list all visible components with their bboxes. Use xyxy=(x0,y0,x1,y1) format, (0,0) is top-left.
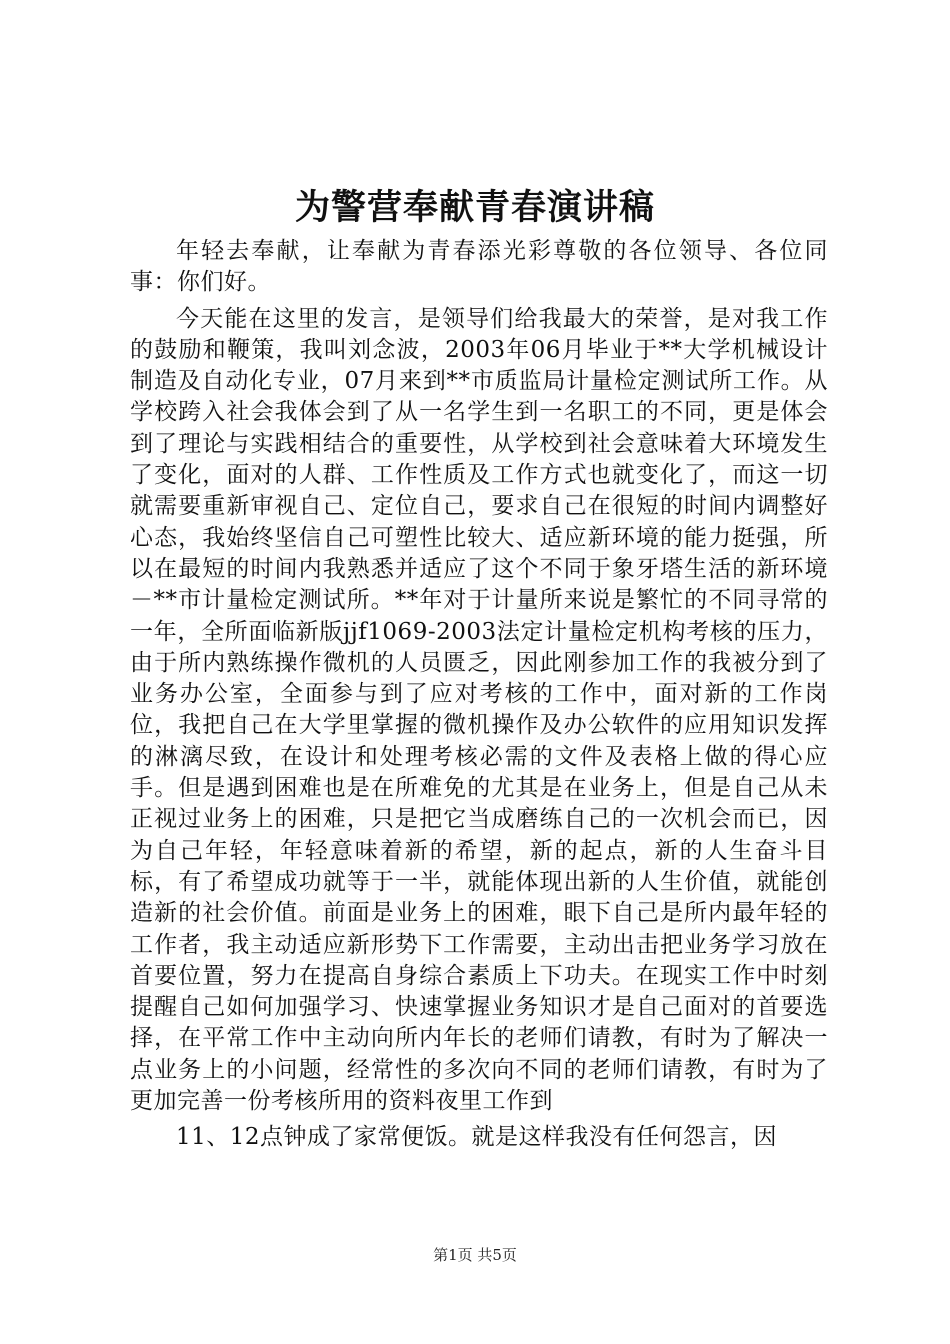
paragraph-continued: 11、12点钟成了家常便饭。就是这样我没有任何怨言，因 xyxy=(176,1124,778,1151)
document-title: 为警营奉献青春演讲稿 xyxy=(294,187,655,228)
document-body xyxy=(130,236,828,1154)
paragraph-main: 今天能在这里的发言，是领导们给我最大的荣誉，是对我工作的鼓励和鞭策，我叫刘念波，2003年06月毕业于**大学机械设计制造及自动化专业，07月来到**市质监局计量检定测试所工作。从学校跨入社会我体会到了从一名学生到一名职工的不同，更是体会到了理论与实践相结合的重要性，从学校到社会意味着大环境发生了变化，面对的人群、工作性质及工作方式也就变化了，而这一切就需要重新审视自己、定位自己，要求自己在很短的时间内调整好心态，我始终坚信自己可塑性比较大、适应新环境的能力挺强，所以在最短的时间内我熟悉并适应了这个不同于象牙塔生活的新环境－**市计量检定测试所。**年对于计量所来说是繁忙的不同寻常的一年，全所面临新版jjf1069-2003法定计量检定机构考核的压力，由于所内熟练操作微机的人员匮乏，因此刚参加工作的我被分到了业务办公室，全面参与到了应对考核的工作中，面对新的工作岗位，我把自己在大学里掌握的微机操作及办公软件的应用知识发挥的淋漓尽致，在设计和处理考核必需的文件及表格上做的得心应手。但是遇到困难也是在所难免的尤其是在业务上，但是自己从未正视过业务上的困难，只是把它当成磨练自己的一次机会而已，因为自己年轻，年轻意味着新的希望，新的起点，新的人生奋斗目标，有了希望成功就等于一半，就能体现出新的人生价值，就能创造新的社会价值。前面是业务上的困难，眼下自己是所内最年轻的工作者，我主动适应新形势下工作需要，主动出击把业务学习放在首要位置，努力在提高自身综合素质上下功夫。在现实工作中时刻提醒自己如何加强学习、快速掌握业务知识才是自己面对的首要选择，在平常工作中主动向所内年长的老师们请教，有时为了解决一点业务上的小问题，经常性的多次向不同的老师们请教，有时为了更加完善一份考核所用的资料夜里工作到 xyxy=(130,305,828,1115)
paragraph-greeting: 年轻去奉献，让奉献为青春添光彩尊敬的各位领导、各位同事：你们好。 xyxy=(130,238,828,296)
page-number-footer: 第1页 共5页 xyxy=(433,1246,517,1264)
